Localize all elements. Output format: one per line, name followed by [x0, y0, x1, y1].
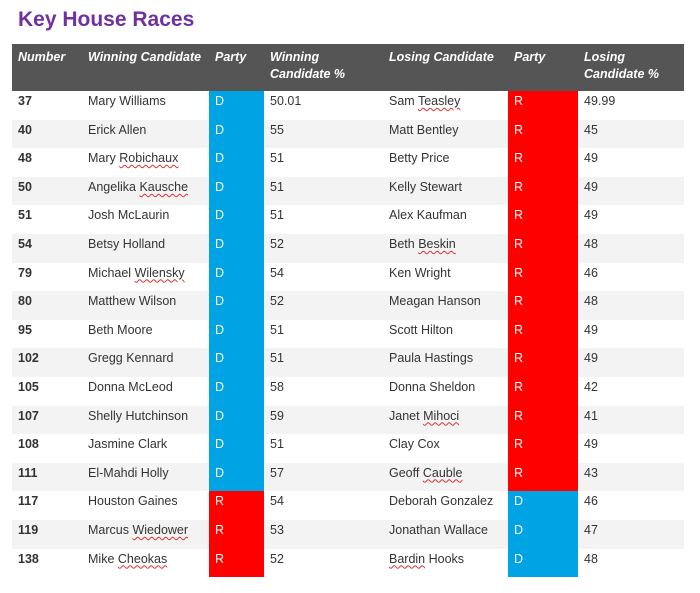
- table-row: [12, 148, 684, 177]
- losing-percent: 43: [578, 463, 684, 492]
- losing-candidate: Sam Teasley: [389, 94, 461, 108]
- losing-party-cell: R: [508, 406, 578, 435]
- winning-percent: 52: [270, 551, 284, 566]
- table-row: [12, 291, 684, 320]
- losing-candidate: Scott Hilton: [389, 322, 453, 337]
- table-row: [12, 263, 684, 292]
- winning-party-cell: D: [209, 434, 264, 463]
- winning-percent: 53: [264, 520, 383, 549]
- page-title: Key House Races: [18, 8, 195, 31]
- losing-party-cell: R: [508, 291, 578, 320]
- losing-candidate: Geoff Cauble: [383, 463, 508, 492]
- winning-percent: 57: [264, 463, 383, 492]
- losing-party-cell: D: [508, 520, 578, 549]
- winning-party-cell: D: [209, 234, 264, 263]
- losing-party-cell: D: [508, 549, 578, 578]
- district-number: 51: [18, 208, 32, 223]
- winning-candidate: El-Mahdi Holly: [82, 463, 209, 492]
- header-losing-candidate: Losing Candidate: [383, 44, 508, 91]
- losing-candidate: Matt Bentley: [383, 120, 508, 149]
- winning-percent: 51: [270, 322, 284, 337]
- winning-candidate: Michael Wilensky: [88, 265, 185, 280]
- winning-party-cell: D: [209, 263, 264, 292]
- winning-candidate: Donna McLeod: [88, 379, 173, 394]
- losing-percent: 48: [584, 551, 598, 566]
- district-number: 48: [18, 151, 32, 166]
- winning-candidate: Erick Allen: [82, 120, 209, 149]
- losing-percent: 48: [578, 291, 684, 320]
- table-body: [12, 91, 684, 577]
- winning-candidate: Shelly Hutchinson: [82, 406, 209, 435]
- winning-party-cell: D: [209, 463, 264, 492]
- winning-party-cell: D: [209, 406, 264, 435]
- losing-party-cell: R: [508, 120, 578, 149]
- header-winning-pct: Winning Candidate %: [264, 44, 383, 91]
- losing-candidate: Meagan Hanson: [383, 291, 508, 320]
- winning-party-cell: D: [209, 320, 264, 349]
- losing-percent: 49: [584, 322, 598, 337]
- winning-party-cell: R: [209, 549, 264, 578]
- district-number: 108: [18, 437, 39, 452]
- header-winning-party: Party: [209, 44, 264, 91]
- district-number: 111: [12, 463, 82, 492]
- table-row: [12, 320, 684, 349]
- winning-percent: 52: [264, 234, 383, 263]
- losing-percent: 45: [578, 120, 684, 149]
- winning-percent: 54: [270, 265, 284, 280]
- table-header: [12, 44, 684, 91]
- losing-party-cell: R: [508, 205, 578, 234]
- losing-party-cell: R: [508, 177, 578, 206]
- losing-candidate: Donna Sheldon: [389, 379, 476, 394]
- winning-percent: 58: [270, 379, 284, 394]
- losing-candidate: Jonathan Wallace: [383, 520, 508, 549]
- winning-candidate: Angelika Kausche: [82, 177, 209, 206]
- table-row: [12, 491, 684, 520]
- header-number: Number: [12, 44, 82, 91]
- losing-candidate: Kelly Stewart: [383, 177, 508, 206]
- losing-candidate: Beth Beskin: [383, 234, 508, 263]
- district-number: 102: [12, 348, 82, 377]
- losing-percent: 49: [584, 151, 598, 166]
- losing-percent: 46: [584, 265, 598, 280]
- district-number: 138: [18, 551, 39, 566]
- losing-party-cell: R: [508, 91, 578, 120]
- losing-party-cell: R: [508, 234, 578, 263]
- losing-candidate: Ken Wright: [389, 265, 451, 280]
- district-number: 80: [12, 291, 82, 320]
- losing-percent: 49: [584, 437, 598, 452]
- district-number: 40: [12, 120, 82, 149]
- winning-percent: 51: [270, 151, 284, 166]
- losing-party-cell: R: [508, 263, 578, 292]
- winning-party-cell: D: [209, 377, 264, 406]
- winning-party-cell: D: [209, 205, 264, 234]
- table-row: [12, 120, 684, 149]
- table-row: [12, 377, 684, 406]
- losing-candidate: Bardin Hooks: [389, 551, 465, 566]
- losing-party-cell: R: [508, 320, 578, 349]
- winning-party-cell: D: [209, 148, 264, 177]
- winning-candidate: Matthew Wilson: [82, 291, 209, 320]
- winning-percent: 54: [270, 494, 284, 509]
- district-number: 117: [18, 494, 39, 509]
- losing-party-cell: R: [508, 434, 578, 463]
- losing-party-cell: R: [508, 148, 578, 177]
- winning-candidate: Mike Cheokas: [88, 551, 168, 566]
- losing-percent: 49.99: [584, 94, 616, 108]
- table-row: [12, 406, 684, 435]
- district-number: 79: [18, 265, 32, 280]
- winning-party-cell: D: [209, 348, 264, 377]
- winning-candidate: Mary Williams: [88, 94, 166, 108]
- table-row: [12, 177, 684, 206]
- district-number: 95: [18, 322, 32, 337]
- losing-percent: 46: [584, 494, 598, 509]
- winning-candidate: Josh McLaurin: [88, 208, 170, 223]
- losing-percent: 41: [578, 406, 684, 435]
- table-row: [12, 234, 684, 263]
- winning-percent: 52: [264, 291, 383, 320]
- winning-percent: 50.01: [270, 94, 302, 108]
- winning-party-cell: D: [209, 120, 264, 149]
- district-number: 54: [12, 234, 82, 263]
- table-row: [12, 463, 684, 492]
- winning-party-cell: D: [209, 91, 264, 120]
- table-row: [12, 520, 684, 549]
- district-number: 50: [12, 177, 82, 206]
- losing-candidate: Alex Kaufman: [389, 208, 467, 223]
- winning-candidate: Betsy Holland: [82, 234, 209, 263]
- losing-candidate: Janet Mihoci: [383, 406, 508, 435]
- table-row: [12, 549, 684, 578]
- header-losing-party: Party: [508, 44, 578, 91]
- losing-percent: 47: [578, 520, 684, 549]
- header-losing-pct: Losing Candidate %: [578, 44, 684, 91]
- losing-candidate: Deborah Gonzalez: [389, 494, 494, 509]
- losing-percent: 49: [578, 348, 684, 377]
- winning-party-cell: R: [209, 520, 264, 549]
- losing-candidate: Paula Hastings: [383, 348, 508, 377]
- losing-party-cell: R: [508, 377, 578, 406]
- winning-party-cell: D: [209, 177, 264, 206]
- winning-percent: 51: [264, 348, 383, 377]
- table-row: [12, 434, 684, 463]
- winning-candidate: Gregg Kennard: [82, 348, 209, 377]
- winning-percent: 55: [264, 120, 383, 149]
- house-races-table: [12, 44, 684, 577]
- header-winning-candidate: Winning Candidate: [82, 44, 209, 91]
- losing-party-cell: R: [508, 348, 578, 377]
- district-number: 37: [18, 94, 32, 108]
- winning-percent: 51: [264, 177, 383, 206]
- winning-candidate: Jasmine Clark: [88, 437, 168, 452]
- winning-percent: 51: [270, 208, 284, 223]
- district-number: 107: [12, 406, 82, 435]
- table-row: [12, 205, 684, 234]
- district-number: 119: [12, 520, 82, 549]
- losing-percent: 48: [578, 234, 684, 263]
- header-row: [12, 44, 684, 91]
- winning-candidate: Houston Gaines: [88, 494, 178, 509]
- losing-candidate: Betty Price: [389, 151, 450, 166]
- winning-party-cell: D: [209, 291, 264, 320]
- losing-percent: 49: [578, 177, 684, 206]
- losing-candidate: Clay Cox: [389, 437, 440, 452]
- winning-percent: 51: [270, 437, 284, 452]
- losing-party-cell: D: [508, 491, 578, 520]
- winning-candidate: Marcus Wiedower: [82, 520, 209, 549]
- table-row: [12, 91, 684, 120]
- district-number: 105: [18, 379, 39, 394]
- winning-candidate: Beth Moore: [88, 322, 153, 337]
- losing-percent: 42: [584, 379, 598, 394]
- table-row: [12, 348, 684, 377]
- losing-party-cell: R: [508, 463, 578, 492]
- winning-party-cell: R: [209, 491, 264, 520]
- winning-candidate: Mary Robichaux: [88, 151, 179, 166]
- winning-percent: 59: [264, 406, 383, 435]
- losing-percent: 49: [584, 208, 598, 223]
